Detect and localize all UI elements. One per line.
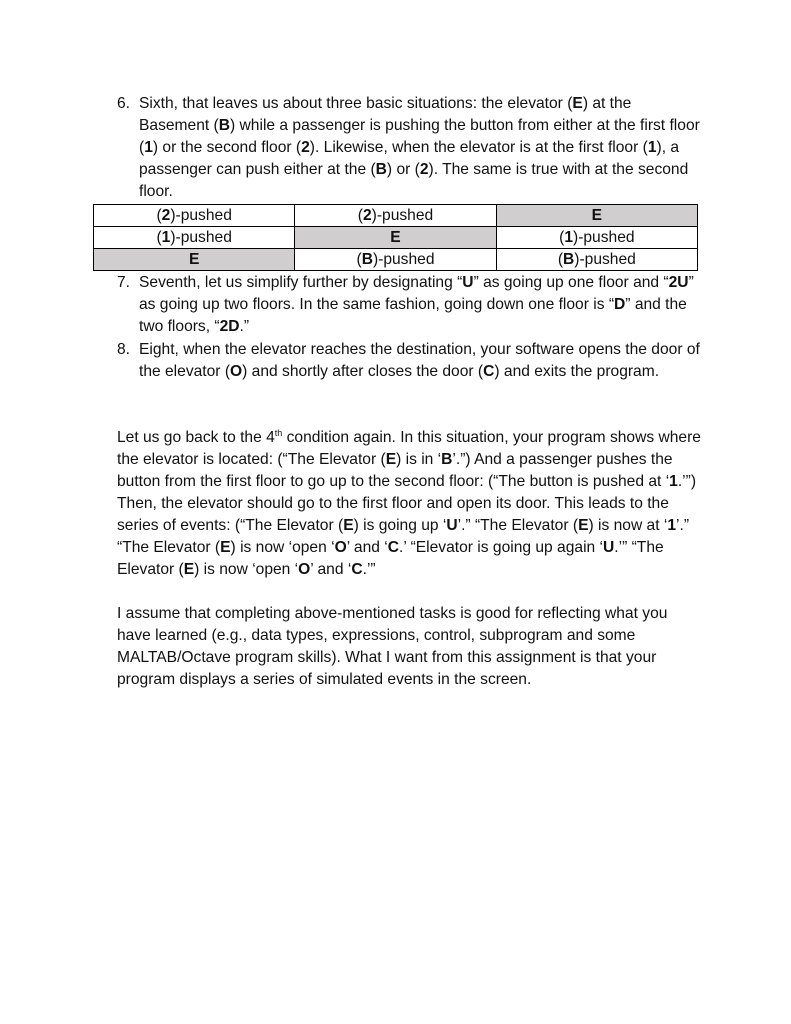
- table-row: [94, 249, 698, 271]
- list-item-text: Eight, when the elevator reaches the destination, your software opens the door of the elevator (O) and shortly after closes the door (C) and exits the program.: [139, 341, 700, 380]
- table-row: [94, 227, 698, 249]
- paragraph-assumption: I assume that completing above-mentioned tasks is good for reflecting what you have learned (e.g., data types, expressions, control, subprogram and some MALTAB/Octave program skills). What I want from this assignment is that your program displays a series of simulated events in the screen.: [117, 605, 668, 688]
- list-item-6: [117, 93, 702, 203]
- table-cell: E: [496, 205, 697, 227]
- table-cell: E: [94, 249, 295, 271]
- table-cell: (2)-pushed: [94, 205, 295, 227]
- list-item-8: [117, 339, 702, 383]
- table-cell: (B)-pushed: [496, 249, 697, 271]
- elevator-situations-table: [93, 204, 698, 271]
- table-cell: E: [295, 227, 496, 249]
- table-cell: (2)-pushed: [295, 205, 496, 227]
- table-cell: (1)-pushed: [496, 227, 697, 249]
- paragraph-fourth-condition: Let us go back to the 4th condition again. In this situation, your program shows where the elevator is located: (“The Elevator (E) is in ‘B’.”) And a passenger pushes the button from the first floor to go up to the second floor: (“The button is pushed at ‘1.’”) Then, the elevator should go to the first floor and open its door. This leads to the series of events: (“The Elevator (E) is going up ‘U’.” “The Elevator (E) is now at ‘1’.” “The Elevator (E) is now ‘open ‘O’ and ‘C.’ “Elevator is going up again ‘U.’” “The Elevator (E) is now ‘open ‘O’ and ‘C.’”: [117, 427, 701, 578]
- list-number: 6.: [117, 95, 131, 112]
- table-cell: (B)-pushed: [295, 249, 496, 271]
- list-number: 7.: [117, 274, 131, 291]
- list-number: 8.: [117, 341, 131, 358]
- list-item-7: [117, 272, 702, 338]
- table-row: [94, 205, 698, 227]
- list-item-text: Sixth, that leaves us about three basic situations: the elevator (E) at the Basement (B) while a passenger is pushing the button from either at the first floor (1) or the second floor (2). Likewise, when the elevator is at the first floor (1), a passenger can push either at the (B) or (2). The same is true with at the second floor.: [139, 95, 700, 200]
- table-cell: (1)-pushed: [94, 227, 295, 249]
- list-item-text: Seventh, let us simplify further by designating “U” as going up one floor and “2U” as going up two floors. In the same fashion, going down one floor is “D” and the two floors, “2D.”: [139, 274, 694, 335]
